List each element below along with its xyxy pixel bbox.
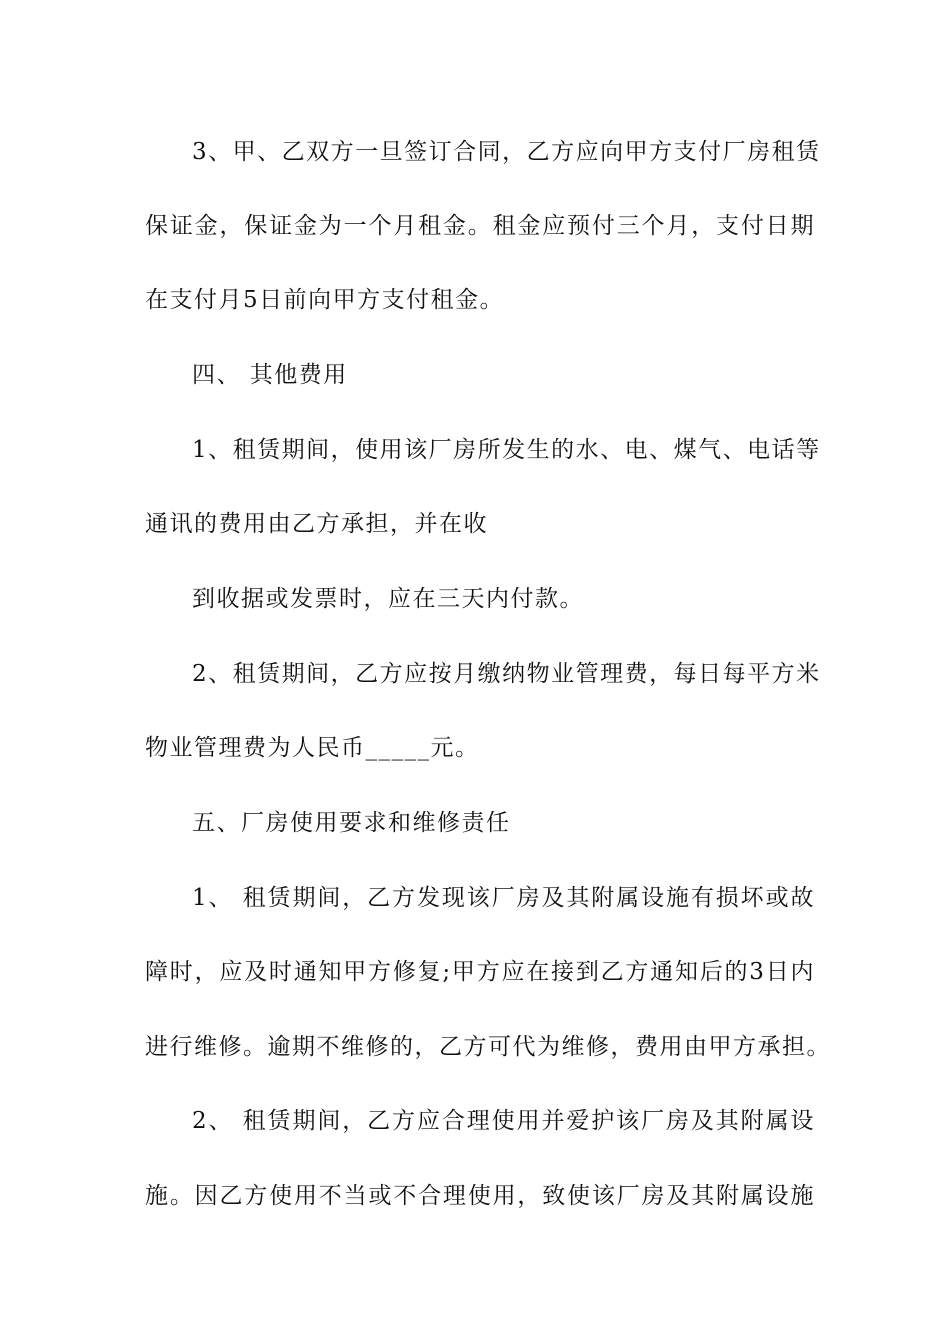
- text-line-6: 通讯的费用由乙方承担，并在收: [145, 511, 488, 537]
- text-line-3: 在支付月5日前向甲方支付租金。: [145, 287, 505, 313]
- text-line-13: 进行维修。逾期不维修的，乙方可代为维修，费用由甲方承担。: [145, 1034, 831, 1060]
- section-heading-4: 四、 其他费用: [192, 362, 348, 388]
- text-line-1: 3、甲、乙双方一旦签订合同，乙方应向甲方支付厂房租赁: [192, 139, 821, 165]
- text-line-7: 到收据或发票时，应在三天内付款。: [192, 586, 584, 612]
- text-line-14: 2、 租赁期间，乙方应合理使用并爱护该厂房及其附属设: [192, 1108, 815, 1134]
- text-line-5: 1、租赁期间，使用该厂房所发生的水、电、煤气、电话等: [192, 437, 821, 463]
- text-line-8: 2、租赁期间，乙方应按月缴纳物业管理费，每日每平方米: [192, 661, 821, 687]
- text-line-2: 保证金，保证金为一个月租金。租金应预付三个月，支付日期: [145, 213, 815, 239]
- section-heading-5: 五、厂房使用要求和维修责任: [192, 810, 511, 836]
- text-line-15: 施。因乙方使用不当或不合理使用，致使该厂房及其附属设施: [145, 1183, 815, 1209]
- text-line-12: 障时，应及时通知甲方修复;甲方应在接到乙方通知后的3日内: [145, 959, 815, 985]
- text-line-11: 1、 租赁期间，乙方发现该厂房及其附属设施有损坏或故: [192, 885, 815, 911]
- text-line-9: 物业管理费为人民币_____元。: [145, 735, 480, 761]
